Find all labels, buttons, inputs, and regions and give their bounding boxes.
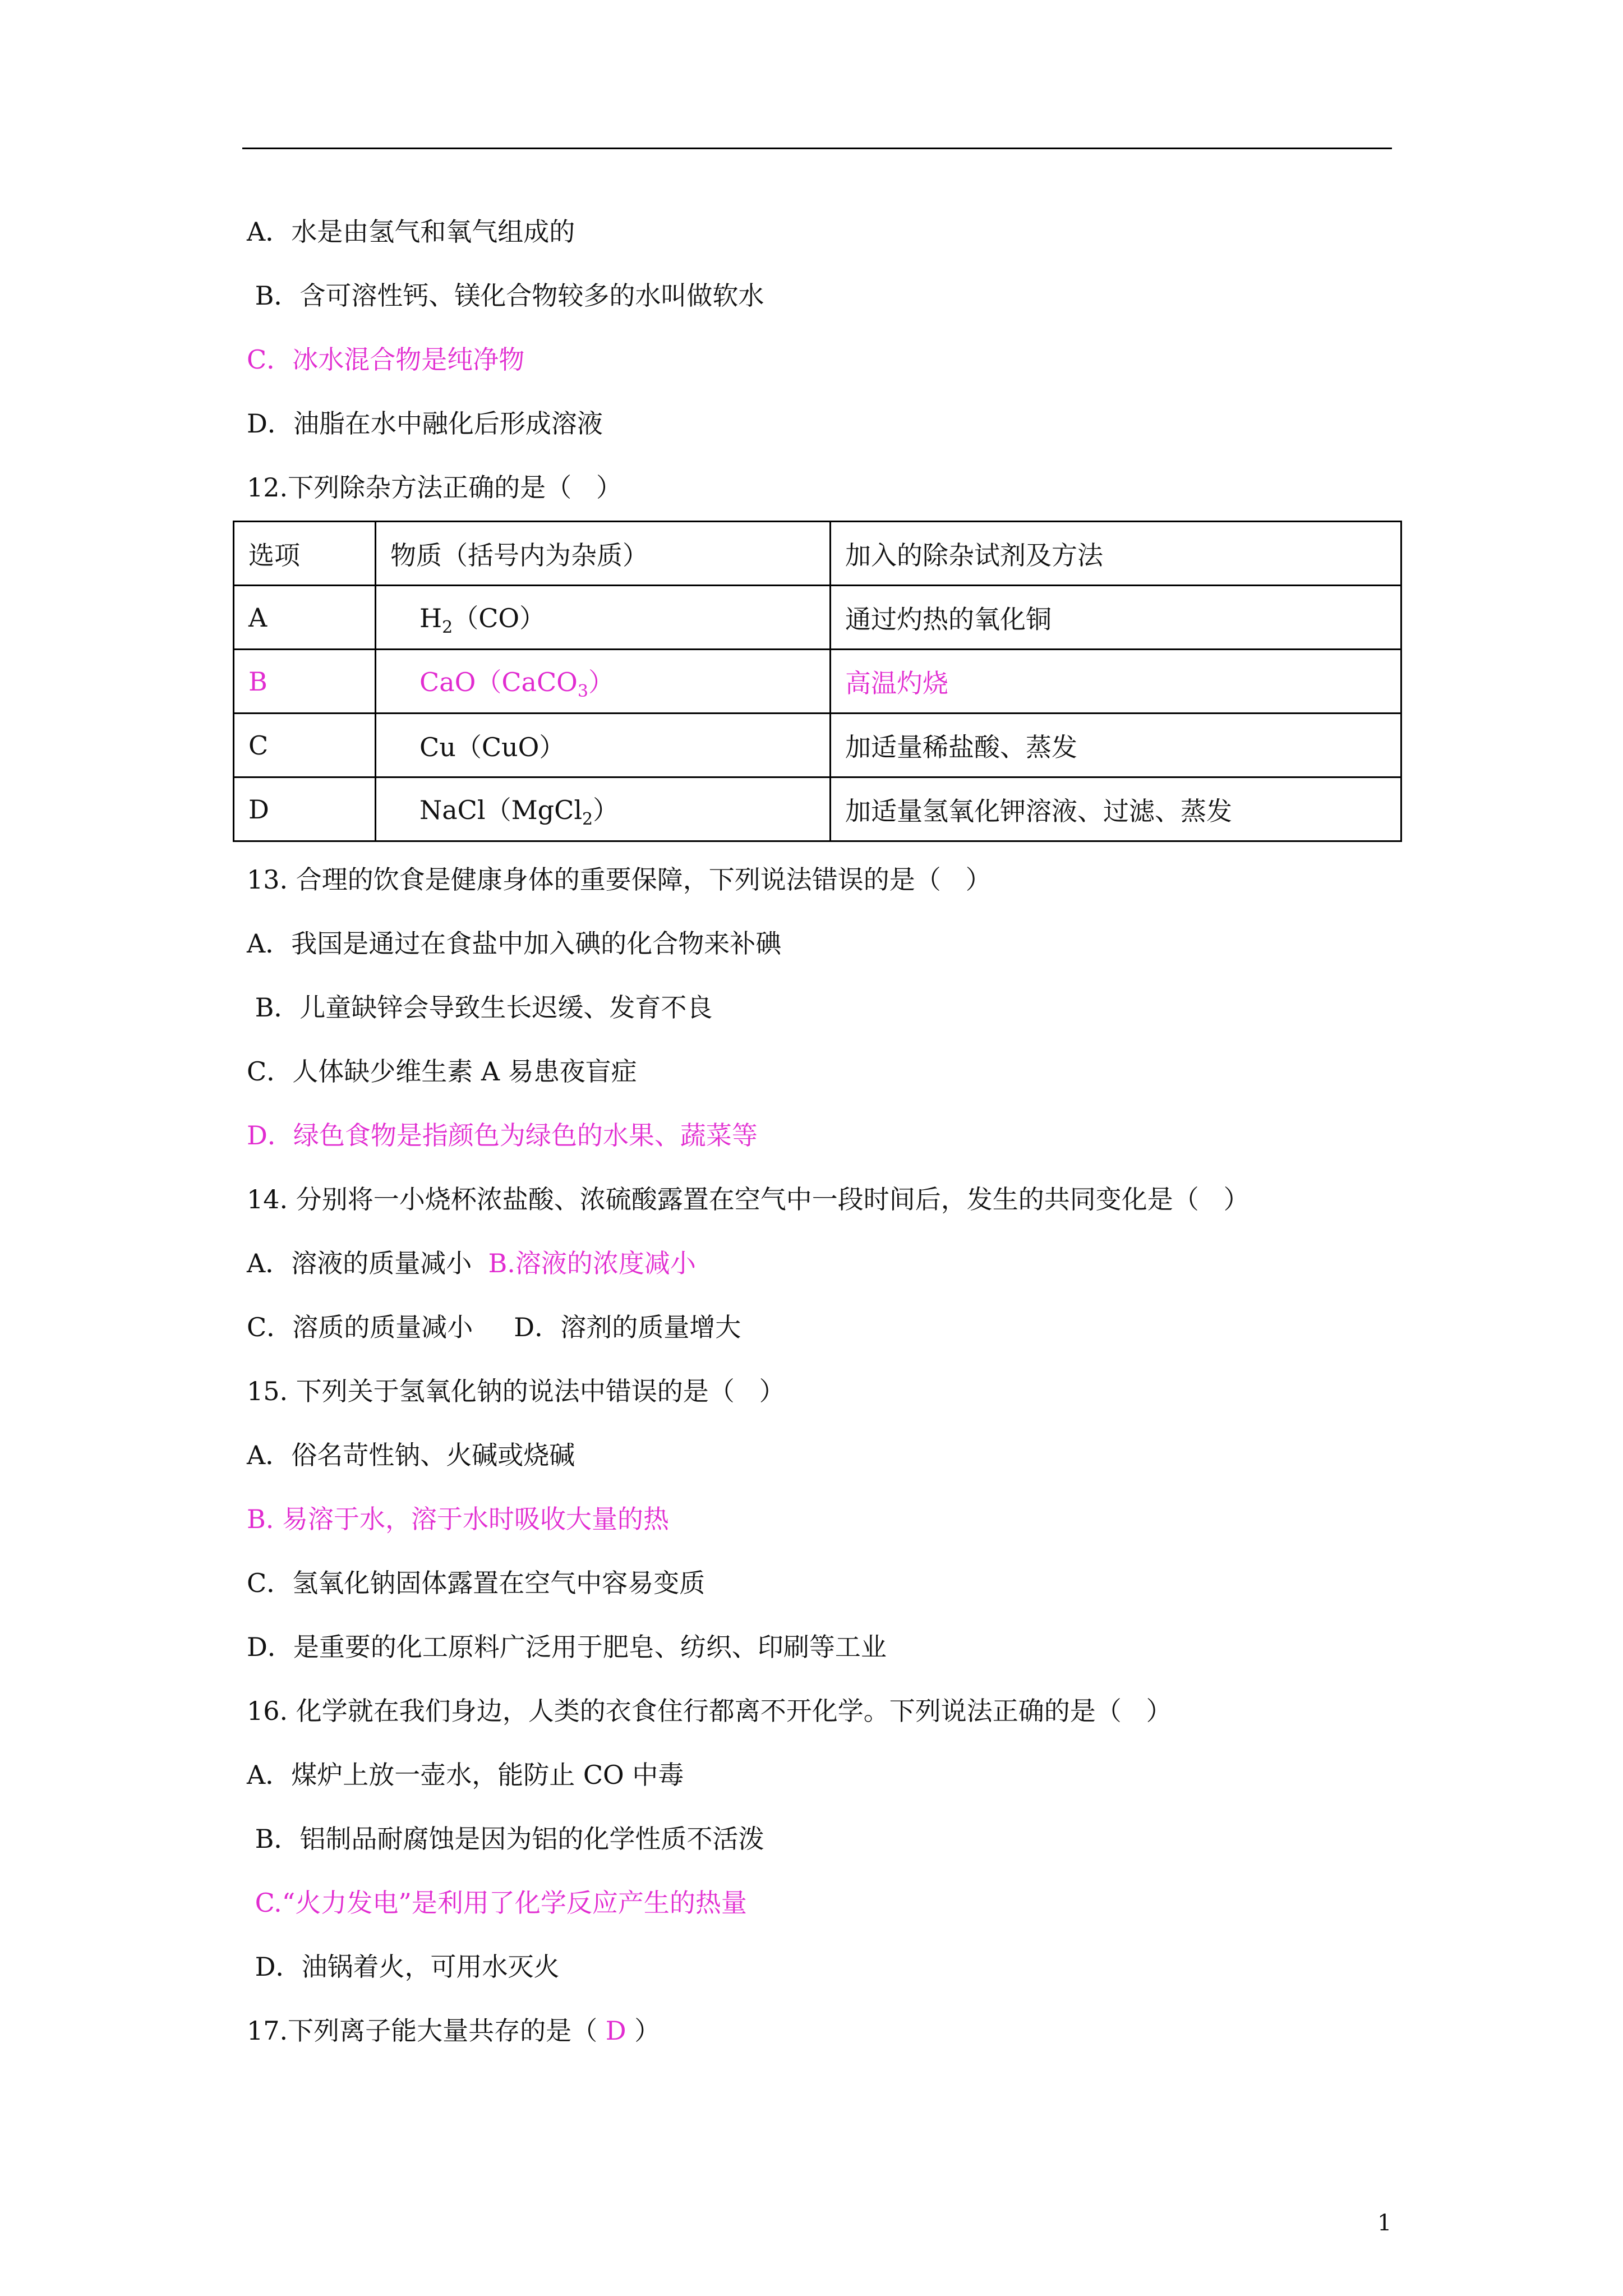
q15-option-c: C．氢氧化钠固体露置在空气中容易变质 bbox=[247, 1568, 706, 1598]
table-header-option: 选项 bbox=[234, 522, 376, 586]
q15-option-a: A．俗名苛性钠、火碱或烧碱 bbox=[247, 1440, 575, 1470]
q13-option-b: B．儿童缺锌会导致生长迟缓、发育不良 bbox=[247, 992, 713, 1023]
row-option: B bbox=[234, 650, 376, 714]
q14-option-b: B.溶液的浓度减小 bbox=[488, 1248, 696, 1278]
q11-option-c: C．冰水混合物是纯净物 bbox=[247, 344, 525, 375]
row-method: 加适量氢氧化钾溶液、过滤、蒸发 bbox=[831, 777, 1401, 841]
table-header-row bbox=[234, 522, 1401, 586]
row-option: C bbox=[234, 714, 376, 777]
q16-option-c: C.“火力发电”是利用了化学反应产生的热量 bbox=[247, 1888, 747, 1918]
q14-options-ab bbox=[247, 1246, 696, 1280]
table-header-method: 加入的除杂试剂及方法 bbox=[831, 522, 1401, 586]
q15-stem: 15. 下列关于氢氧化钠的说法中错误的是（ ） bbox=[247, 1376, 785, 1406]
q12-stem: 12.下列除杂方法正确的是（ ） bbox=[247, 472, 623, 503]
q11-option-a: A．水是由氢气和氧气组成的 bbox=[247, 217, 575, 247]
row-substance: NaCl（MgCl$_2$） bbox=[376, 777, 831, 841]
table-row bbox=[234, 650, 1401, 714]
q11-option-d: D．油脂在水中融化后形成溶液 bbox=[247, 408, 603, 439]
q16-option-b: B．铝制品耐腐蚀是因为铝的化学性质不活泼 bbox=[247, 1824, 764, 1854]
q13-option-c: C．人体缺少维生素 A 易患夜盲症 bbox=[247, 1056, 637, 1087]
row-substance: $H_2(CO)$ bbox=[376, 586, 831, 650]
row-option: D bbox=[234, 777, 376, 841]
q13-option-a: A．我国是通过在食盐中加入碘的化合物来补碘 bbox=[247, 928, 782, 959]
page-number: 1 bbox=[1377, 2210, 1392, 2236]
q14-options-cd: C．溶质的质量减小 D．溶剂的质量增大 bbox=[247, 1312, 741, 1342]
row-option: A bbox=[234, 586, 376, 650]
row-substance: CaO（CaCO$_3$） bbox=[376, 650, 831, 714]
table-row bbox=[234, 586, 1401, 650]
table-row bbox=[234, 777, 1401, 841]
header-rule bbox=[242, 148, 1392, 149]
row-method: 加适量稀盐酸、蒸发 bbox=[831, 714, 1401, 777]
row-substance: Cu（CuO） bbox=[376, 714, 831, 777]
q16-option-d: D．油锅着火，可用水灭火 bbox=[247, 1952, 560, 1982]
row-method: 通过灼热的氧化铜 bbox=[831, 586, 1401, 650]
q13-option-d: D．绿色食物是指颜色为绿色的水果、蔬菜等 bbox=[247, 1120, 758, 1151]
q15-option-b: B. 易溶于水，溶于水时吸收大量的热 bbox=[247, 1504, 670, 1534]
q16-stem: 16. 化学就在我们身边，人类的衣食住行都离不开化学。下列说法正确的是（ ） bbox=[247, 1696, 1172, 1726]
table-row bbox=[234, 714, 1401, 777]
row-method: 高温灼烧 bbox=[831, 650, 1401, 714]
q15-option-d: D．是重要的化工原料广泛用于肥皂、纺织、印刷等工业 bbox=[247, 1632, 887, 1662]
q17-answer: D bbox=[605, 2016, 626, 2046]
q14-option-a: A．溶液的质量减小 bbox=[247, 1248, 488, 1278]
q11-option-b: B．含可溶性钙、镁化合物较多的水叫做软水 bbox=[247, 280, 764, 311]
q12-table bbox=[233, 521, 1402, 842]
q16-option-a: A．煤炉上放一壶水，能防止 CO 中毒 bbox=[247, 1760, 684, 1790]
q17-stem: 17.下列离子能大量共存的是（ D ） bbox=[247, 2016, 661, 2046]
table-header-substance: 物质（括号内为杂质） bbox=[376, 522, 831, 586]
q14-stem: 14. 分别将一小烧杯浓盐酸、浓硫酸露置在空气中一段时间后，发生的共同变化是（ ） bbox=[247, 1184, 1249, 1214]
q13-stem: 13. 合理的饮食是健康身体的重要保障，下列说法错误的是（ ） bbox=[247, 864, 992, 895]
